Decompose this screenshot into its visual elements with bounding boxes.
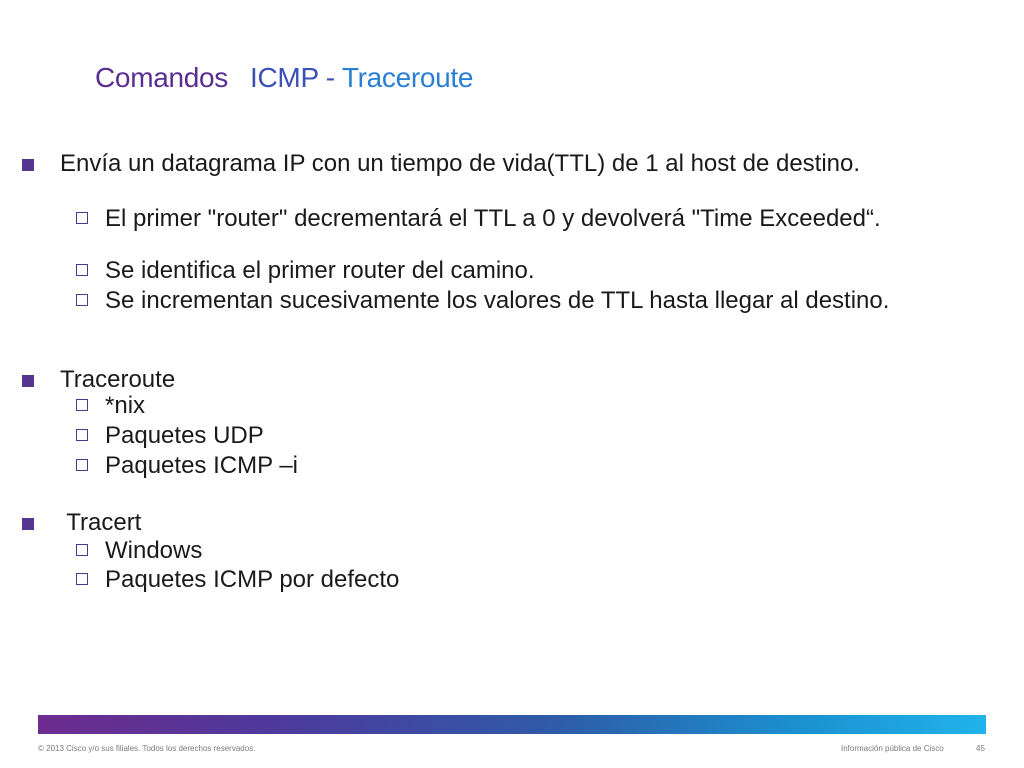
bullet-item	[60, 367, 175, 393]
sub-bullet-text: Paquetes ICMP por defecto	[105, 566, 400, 593]
sub-bullet-item	[105, 392, 984, 419]
bullet-text: Tracert	[60, 509, 142, 536]
slide-title-part1: Comandos	[95, 62, 229, 93]
hollow-square-bullet-icon	[76, 573, 88, 585]
square-bullet-icon	[22, 518, 34, 530]
bullet-item	[60, 510, 141, 536]
slide-title-part3: Traceroute	[341, 62, 474, 93]
sub-bullet-item	[105, 257, 984, 284]
hollow-square-bullet-icon	[76, 264, 88, 276]
hollow-square-bullet-icon	[76, 544, 88, 556]
hollow-square-bullet-icon	[76, 212, 88, 224]
slide-title	[95, 62, 473, 94]
footer-copyright: © 2013 Cisco y/o sus filiales. Todos los derechos reservados.	[38, 744, 256, 753]
sub-bullet-item	[105, 452, 984, 479]
footer-gradient-bar	[38, 715, 986, 734]
bullet-item	[60, 151, 860, 177]
slide-title-part2: ICMP -	[250, 62, 335, 93]
sub-bullet-text: Se incrementan sucesivamente los valores de TTL hasta llegar al destino.	[105, 287, 890, 314]
sub-bullet-text: Se identifica el primer router del camino.	[105, 257, 535, 284]
sub-bullet-item	[105, 566, 984, 593]
sub-bullet-text: Windows	[105, 537, 203, 564]
bullet-text: Traceroute	[60, 366, 176, 393]
page-number: 45	[976, 744, 985, 753]
sub-bullet-item	[105, 537, 984, 564]
footer-classification: Información pública de Cisco	[841, 744, 944, 753]
sub-bullet-text: Paquetes ICMP –i	[105, 452, 298, 479]
bullet-text: Envía un datagrama IP con un tiempo de vida(TTL) de 1 al host de destino.	[60, 150, 861, 177]
hollow-square-bullet-icon	[76, 399, 88, 411]
square-bullet-icon	[22, 159, 34, 171]
sub-bullet-text: El primer "router" decrementará el TTL a 0 y devolverá "Time Exceeded“.	[105, 205, 881, 232]
sub-bullet-item	[105, 422, 984, 449]
hollow-square-bullet-icon	[76, 294, 88, 306]
hollow-square-bullet-icon	[76, 429, 88, 441]
sub-bullet-text: Paquetes UDP	[105, 422, 264, 449]
hollow-square-bullet-icon	[76, 459, 88, 471]
sub-bullet-item	[105, 287, 984, 314]
square-bullet-icon	[22, 375, 34, 387]
sub-bullet-item	[105, 205, 984, 232]
sub-bullet-text: *nix	[105, 392, 146, 419]
